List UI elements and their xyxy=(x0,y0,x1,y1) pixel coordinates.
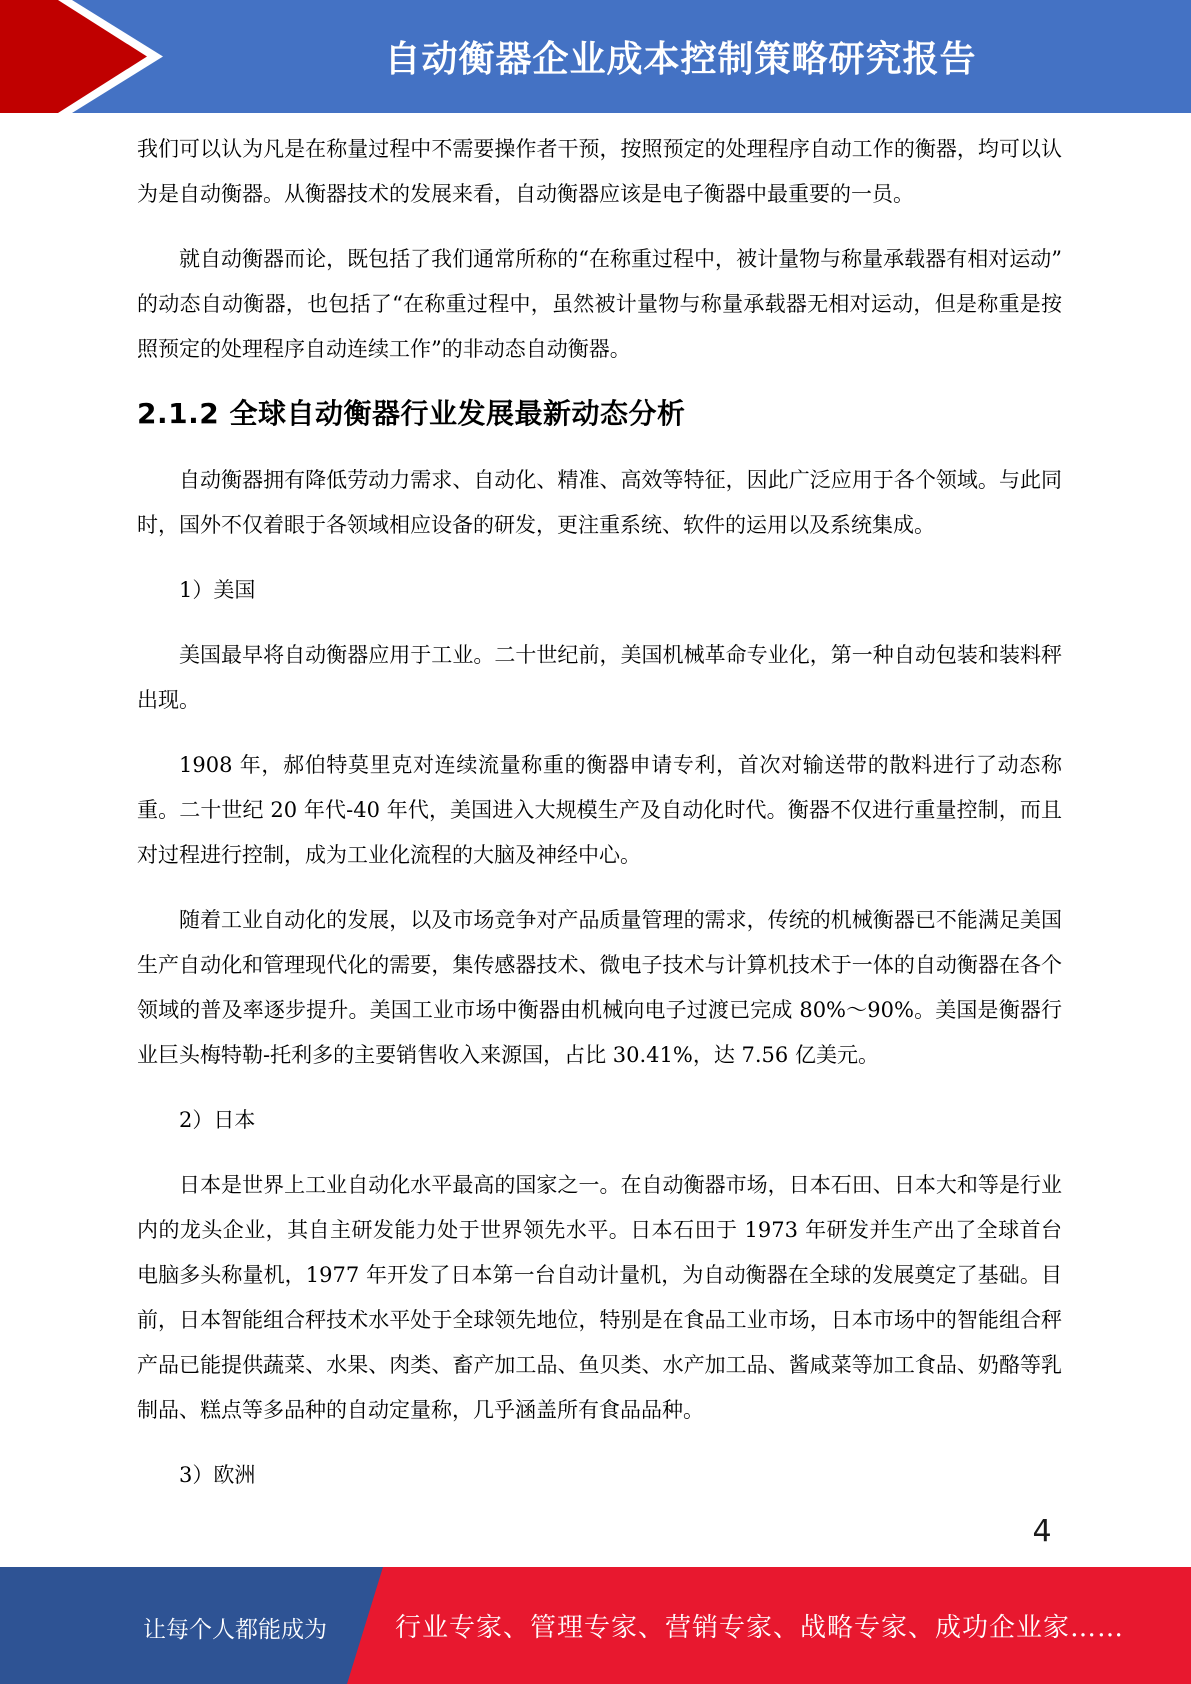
chevron-arrow-icon xyxy=(0,0,170,113)
body-paragraph: 美国最早将自动衡器应用于工业。二十世纪前，美国机械革命专业化，第一种自动包装和装料秤出现。 xyxy=(137,643,1062,712)
section-heading: 2.1.2 全球自动衡器行业发展最新动态分析 xyxy=(137,397,686,430)
page-footer xyxy=(0,1567,1191,1684)
page-number: 4 xyxy=(1032,1514,1052,1549)
footer-slogan-left: 让每个人都能成为 xyxy=(143,1617,327,1643)
body-paragraph: 随着工业自动化的发展，以及市场竞争对产品质量管理的需求，传统的机械衡器已不能满足美国生产自动化和管理现代化的需要，集传感器技术、微电子技术与计算机技术于一体的自动衡器在各个领域的普及率逐步提升。美国工业市场中衡器由机械向电子过渡已完成 80%～90%。美国是衡器行业巨头梅特勒-托利多的主要销售收入来源国，占比 30.41%，达 7.56 亿美元。 xyxy=(137,908,1062,1067)
footer-slogan-right: 行业专家、管理专家、营销专家、战略专家、成功企业家…… xyxy=(395,1613,1125,1643)
document-body xyxy=(137,113,1062,1518)
report-title: 自动衡器企业成本控制策略研究报告 xyxy=(384,39,977,80)
body-paragraph: 就自动衡器而论，既包括了我们通常所称的“在称重过程中，被计量物与称量承载器有相对运动”的动态自动衡器，也包括了“在称重过程中，虽然被计量物与称量承载器无相对运动，但是称重是按照预定的处理程序自动连续工作”的非动态自动衡器。 xyxy=(137,247,1062,361)
body-paragraph: 2）日本 xyxy=(179,1108,256,1132)
page-header xyxy=(0,0,1191,113)
body-paragraph: 1908 年，郝伯特莫里克对连续流量称重的衡器申请专利，首次对输送带的散料进行了动态称重。二十世纪 20 年代-40 年代，美国进入大规模生产及自动化时代。衡器不仅进行重量控制，而且对过程进行控制，成为工业化流程的大脑及神经中心。 xyxy=(137,753,1062,867)
body-paragraph: 日本是世界上工业自动化水平最高的国家之一。在自动衡器市场，日本石田、日本大和等是行业内的龙头企业，其自主研发能力处于世界领先水平。日本石田于 1973 年研发并生产出了全球首台电脑多头称量机，1977 年开发了日本第一台自动计量机，为自动衡器在全球的发展奠定了基础。目前，日本智能组合秤技术水平处于全球领先地位，特别是在食品工业市场，日本市场中的智能组合秤产品已能提供蔬菜、水果、肉类、畜产加工品、鱼贝类、水产加工品、酱咸菜等加工食品、奶酪等乳制品、糕点等多品种的自动定量称，几乎涵盖所有食品品种。 xyxy=(137,1173,1062,1422)
chevron-red-shape xyxy=(0,0,147,113)
body-paragraph: 3）欧洲 xyxy=(179,1463,256,1487)
body-paragraph: 1）美国 xyxy=(179,578,256,602)
body-paragraph: 我们可以认为凡是在称量过程中不需要操作者干预，按照预定的处理程序自动工作的衡器，均可以认为是自动衡器。从衡器技术的发展来看，自动衡器应该是电子衡器中最重要的一员。 xyxy=(137,137,1062,206)
body-paragraph: 自动衡器拥有降低劳动力需求、自动化、精准、高效等特征，因此广泛应用于各个领域。与此同时，国外不仅着眼于各领域相应设备的研发，更注重系统、软件的运用以及系统集成。 xyxy=(137,468,1062,537)
